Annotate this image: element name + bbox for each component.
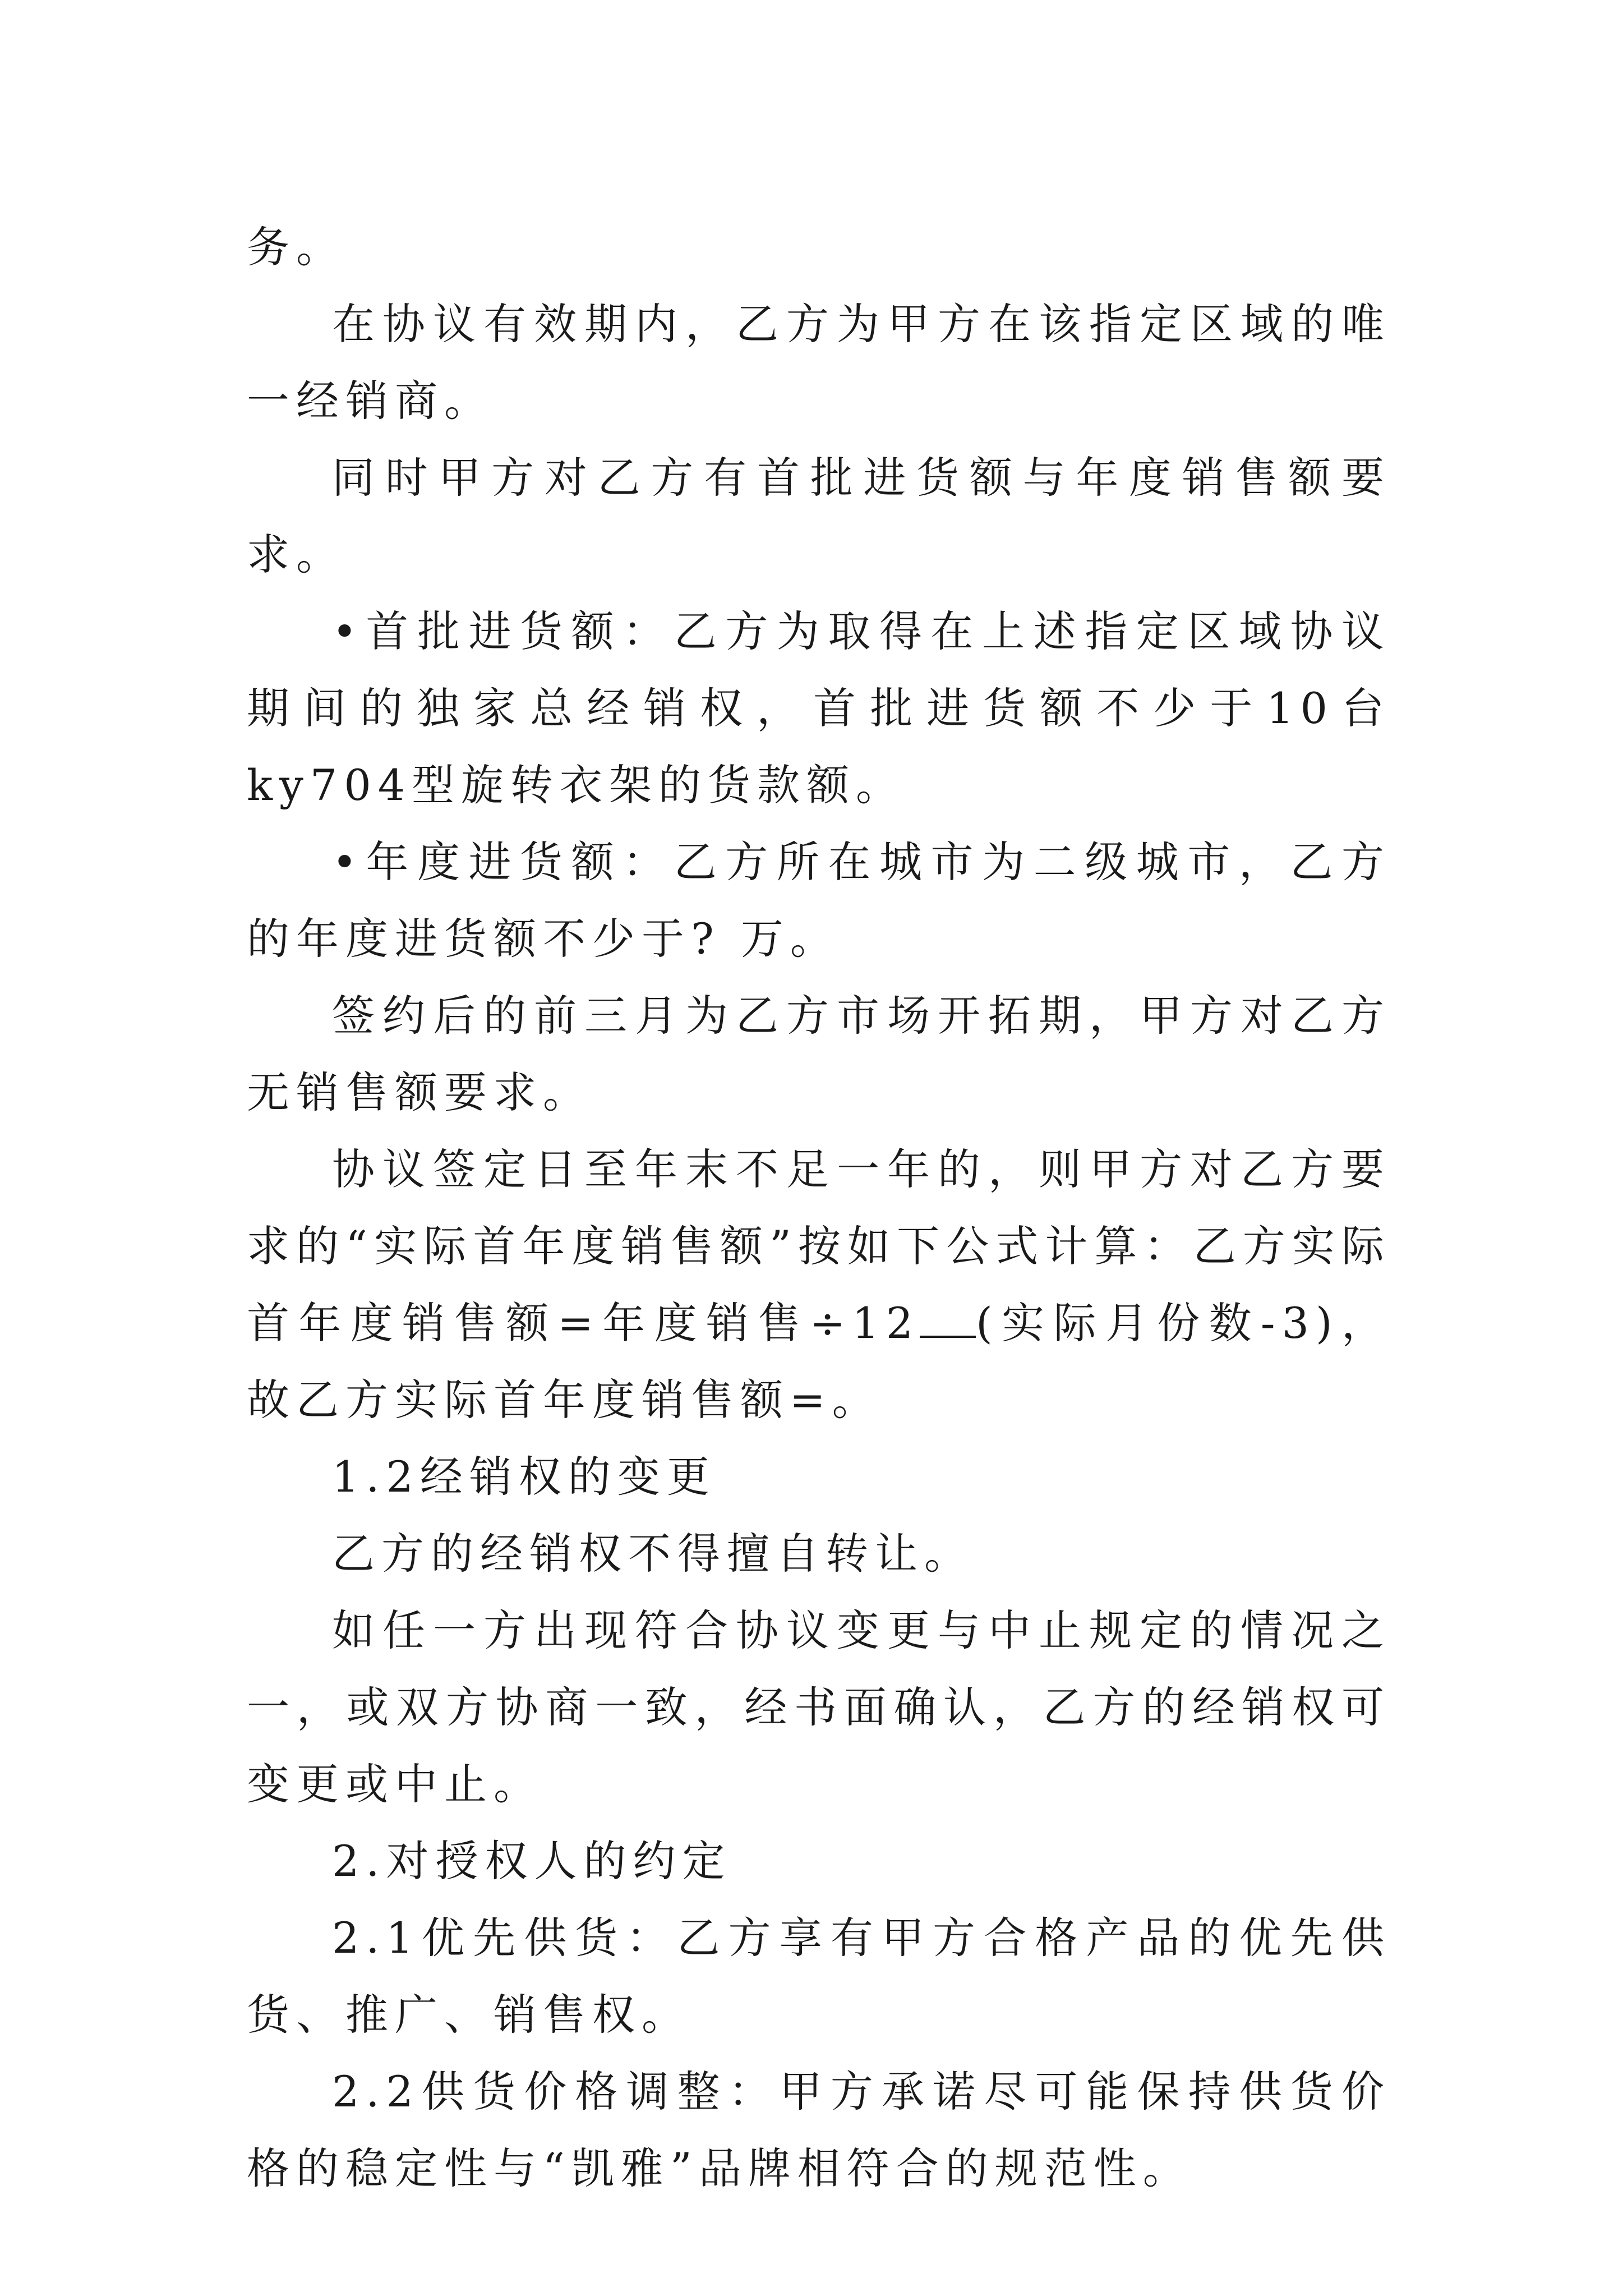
paragraph-6: 签约后的前三月为乙方市场开拓期，甲方对乙方无销售额要求。 [247, 991, 1391, 1117]
paragraph-10: 如任一方出现符合协议变更与中止规定的情况之一，或双方协商一致，经书面确认，乙方的经销权可变更或中止。 [247, 1605, 1391, 1809]
paragraph-3: 同时甲方对乙方有首批进货额与年度销售额要求。 [247, 453, 1391, 579]
document-body [247, 209, 1391, 2207]
paragraph-13: 2.2供货价格调整：甲方承诺尽可能保持供货价格的稳定性与“凯雅”品牌相符合的规范性。 [247, 2067, 1391, 2193]
paragraph-7 [247, 1131, 1391, 1438]
paragraph-2: 在协议有效期内，乙方为甲方在该指定区域的唯一经销商。 [247, 299, 1391, 426]
paragraph-4: •首批进货额：乙方为取得在上述指定区域协议期间的独家总经销权，首批进货额不少于10台ky704型旋转衣架的货款额。 [247, 606, 1391, 810]
paragraph-9: 乙方的经销权不得擅自转让。 [332, 1529, 974, 1579]
paragraph-7-before: 协议签定日至年末不足一年的，则甲方对乙方要求的“实际首年度销售额”按如下公式计算：乙方实际首年度销售额=年度销售÷12 [247, 1144, 1391, 1348]
paragraph-1: 务。 [247, 222, 345, 272]
paragraph-11: 2.对授权人的约定 [332, 1836, 732, 1886]
paragraph-5: •年度进货额：乙方所在城市为二级城市，乙方的年度进货额不少于? 万。 [247, 837, 1391, 964]
formula-blank [920, 1302, 976, 1338]
paragraph-12: 2.1优先供货：乙方享有甲方合格产品的优先供货、推广、销售权。 [247, 1913, 1391, 2040]
paragraph-7-after: (实际月份数-3)，故乙方实际首年度销售额=。 [247, 1298, 1391, 1425]
paragraph-8: 1.2经销权的变更 [332, 1452, 716, 1502]
